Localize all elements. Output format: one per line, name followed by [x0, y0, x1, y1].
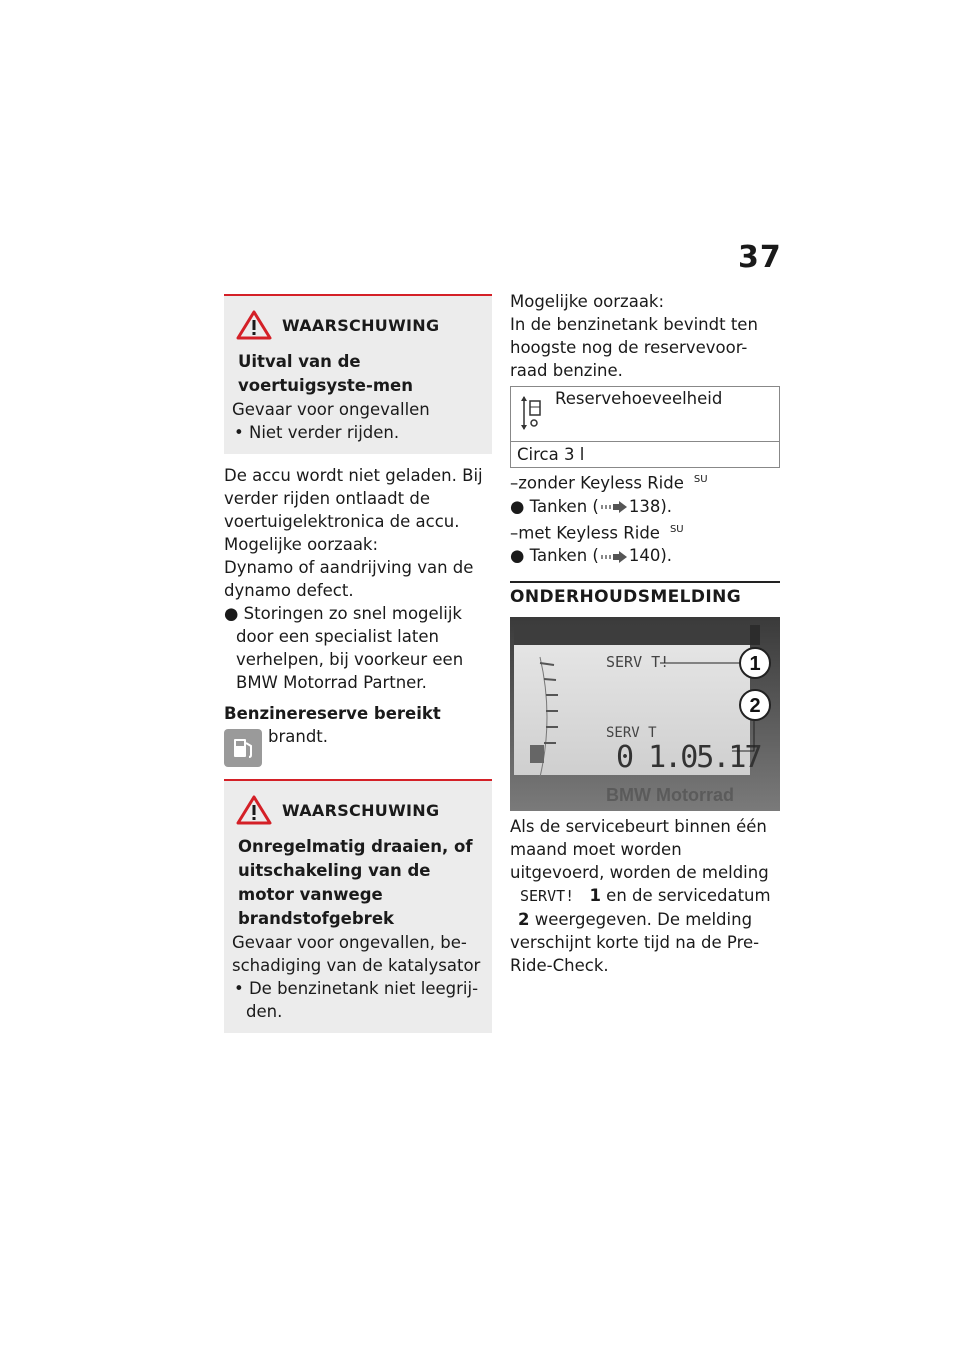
- display-service-line-2: SERV T: [606, 725, 657, 741]
- display-service-date: 0 1.05.17: [616, 740, 761, 775]
- page-ref-arrow-icon: [599, 500, 629, 514]
- section-title: ONDERHOUDSMELDING: [510, 581, 780, 607]
- warning-box-2: [224, 779, 492, 1033]
- warning-box-1: [224, 294, 492, 454]
- right-column: [510, 290, 780, 977]
- warning-title: WAARSCHUWING: [282, 800, 440, 820]
- fuel-reserve-text: brandt.: [268, 727, 329, 746]
- dashboard-photo: [510, 617, 780, 811]
- reserve-label: Reservehoeveelheid: [555, 389, 723, 408]
- callout-1: 1: [749, 653, 761, 675]
- callout-2: 2: [749, 695, 761, 717]
- warning-triangle-icon: [236, 310, 272, 340]
- accu-action: ● Storingen zo snel mogelijk door een specialist laten verhelpen, bij voorkeur een BMW Motorrad Partner.: [224, 604, 464, 692]
- warning-title: WAARSCHUWING: [282, 315, 440, 335]
- fuel-cause: In de benzinetank bevindt ten hoogste nog de reservevoor-raad benzine.: [510, 315, 758, 380]
- tank-ref-2: ● Tanken ( 140).: [510, 546, 673, 565]
- warning-subject: Uitval van de voertuigsyste-men: [238, 352, 413, 395]
- warning-action: • De benzinetank niet leegrij-den.: [234, 979, 479, 1021]
- accu-cause-label: Mogelijke oorzaak:: [224, 535, 379, 554]
- warning-consequence: Gevaar voor ongevallen: [232, 400, 430, 419]
- reserve-table: [510, 386, 780, 468]
- warning-consequence: Gevaar voor ongevallen, be-schadiging van de katalysator: [232, 933, 481, 975]
- left-column: [224, 294, 492, 1033]
- option-without-keyless: –zonder Keyless Ride $^{SU}$: [510, 473, 708, 493]
- brand-logo: BMW Motorrad: [606, 785, 734, 805]
- fuel-warning-icon: [224, 729, 262, 767]
- warning-subject: Onregelmatig draaien, of uitschakeling van de motor vanwege brandstofgebrek: [238, 837, 473, 928]
- fuel-reserve-heading: Benzinereserve bereikt: [224, 704, 441, 723]
- page-number: 37: [738, 240, 782, 275]
- reserve-value: Circa 3 l: [517, 445, 585, 464]
- fuel-gauge-icon: [520, 393, 546, 433]
- accu-cause: Dynamo of aandrijving van de dynamo defect.: [224, 558, 474, 600]
- tank-ref-1: ● Tanken ( 138).: [510, 496, 673, 516]
- fuel-cause-label: Mogelijke oorzaak:: [510, 292, 665, 311]
- service-description: Als de servicebeurt binnen één maand moet worden uitgevoerd, worden de melding SERVT! 1 en de servicedatum 2 weergegeven. De melding verschijnt korte tijd na de Pre-Ride-Check.: [510, 817, 771, 975]
- accu-text: De accu wordt niet geladen. Bij verder rijden ontlaadt de voertuigelektronica de accu.: [224, 466, 483, 531]
- display-service-line: SERV T!: [606, 653, 670, 671]
- option-with-keyless: –met Keyless Ride $^{SU}$: [510, 523, 684, 542]
- warning-action: • Niet verder rijden.: [234, 423, 400, 442]
- page-ref-arrow-icon: [599, 550, 629, 564]
- warning-triangle-icon: [236, 795, 272, 825]
